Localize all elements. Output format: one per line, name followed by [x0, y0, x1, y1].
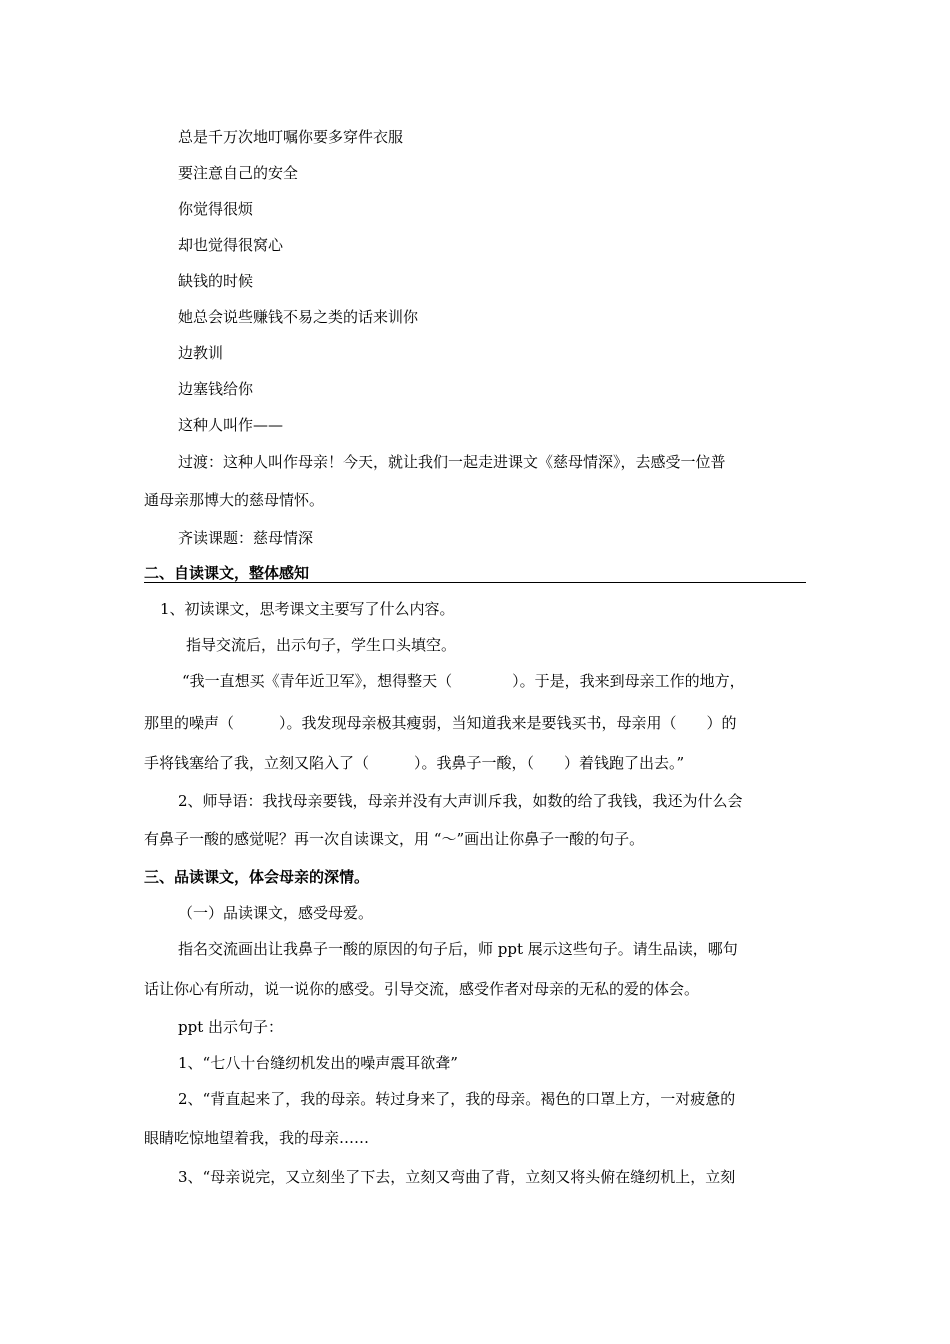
ppt-sentence-3-line-1: 3、“母亲说完，又立刻坐了下去，立刻又弯曲了背，立刻又将头俯在缝纫机上，立刻	[178, 1168, 736, 1186]
ppt-label: ppt 出示句子：	[178, 1018, 284, 1036]
poem-line-3: 你觉得很烦	[178, 200, 254, 218]
ppt-sentence-2-line-1: 2、“背直起来了，我的母亲。转过身来了，我的母亲。褐色的口罩上方，一对疲惫的	[178, 1090, 736, 1108]
transition-paragraph-line-1: 过渡：这种人叫作母亲！今天，就让我们一起走进课文《慈母情深》，去感受一位普	[178, 453, 726, 471]
poem-line-9: 这种人叫作——	[178, 416, 284, 434]
section-3-heading: 三、品读课文，体会母亲的深情。	[144, 868, 370, 886]
poem-line-1: 总是千万次地叮嘱你要多穿件衣服	[178, 128, 404, 146]
poem-line-5: 缺钱的时候	[178, 272, 254, 290]
section-2-question-1: 1、初读课文，思考课文主要写了什么内容。	[160, 600, 455, 618]
section-3-paragraph-line-2: 话让你心有所动，说一说你的感受。引导交流，感受作者对母亲的无私的爱的体会。	[144, 980, 700, 998]
section-3-subheading-1: （一）品读课文，感受母爱。	[178, 904, 374, 922]
fill-in-line-2: 那里的噪声（ ）。我发现母亲极其瘦弱，当知道我来是要钱买书，母亲用（ ）的	[144, 714, 737, 732]
poem-line-6: 她总会说些赚钱不易之类的话来训你	[178, 308, 419, 326]
section-3-paragraph-line-1: 指名交流画出让我鼻子一酸的原因的句子后，师 ppt 展示这些句子。请生品读，哪句	[178, 940, 738, 958]
title-reading: 齐读课题：慈母情深	[178, 529, 314, 547]
transition-paragraph-line-2: 通母亲那博大的慈母情怀。	[144, 491, 325, 509]
section-2-heading: 二、自读课文，整体感知	[144, 564, 310, 582]
ppt-sentence-2-line-2: 眼睛吃惊地望着我，我的母亲……	[144, 1129, 370, 1147]
fill-in-line-3: 手将钱塞给了我，立刻又陷入了（ ）。我鼻子一酸，（ ）着钱跑了出去。”	[144, 754, 685, 772]
poem-line-4: 却也觉得很窝心	[178, 236, 284, 254]
section-2-guide: 指导交流后，出示句子，学生口头填空。	[186, 636, 457, 654]
poem-line-7: 边教训	[178, 344, 224, 362]
fill-in-line-1: “我一直想买《青年近卫军》，想得整天（ ）。于是，我来到母亲工作的地方，	[182, 672, 745, 690]
ppt-sentence-1: 1、“七八十台缝纫机发出的噪声震耳欲聋”	[178, 1054, 458, 1072]
section-2-question-2-line-2: 有鼻子一酸的感觉呢？再一次自读课文，用 “～”画出让你鼻子一酸的句子。	[144, 830, 645, 848]
poem-line-8: 边塞钱给你	[178, 380, 254, 398]
section-2-underline	[144, 582, 806, 583]
poem-line-2: 要注意自己的安全	[178, 164, 299, 182]
section-2-question-2-line-1: 2、师导语：我找母亲要钱，母亲并没有大声训斥我，如数的给了我钱，我还为什么会	[178, 792, 743, 810]
